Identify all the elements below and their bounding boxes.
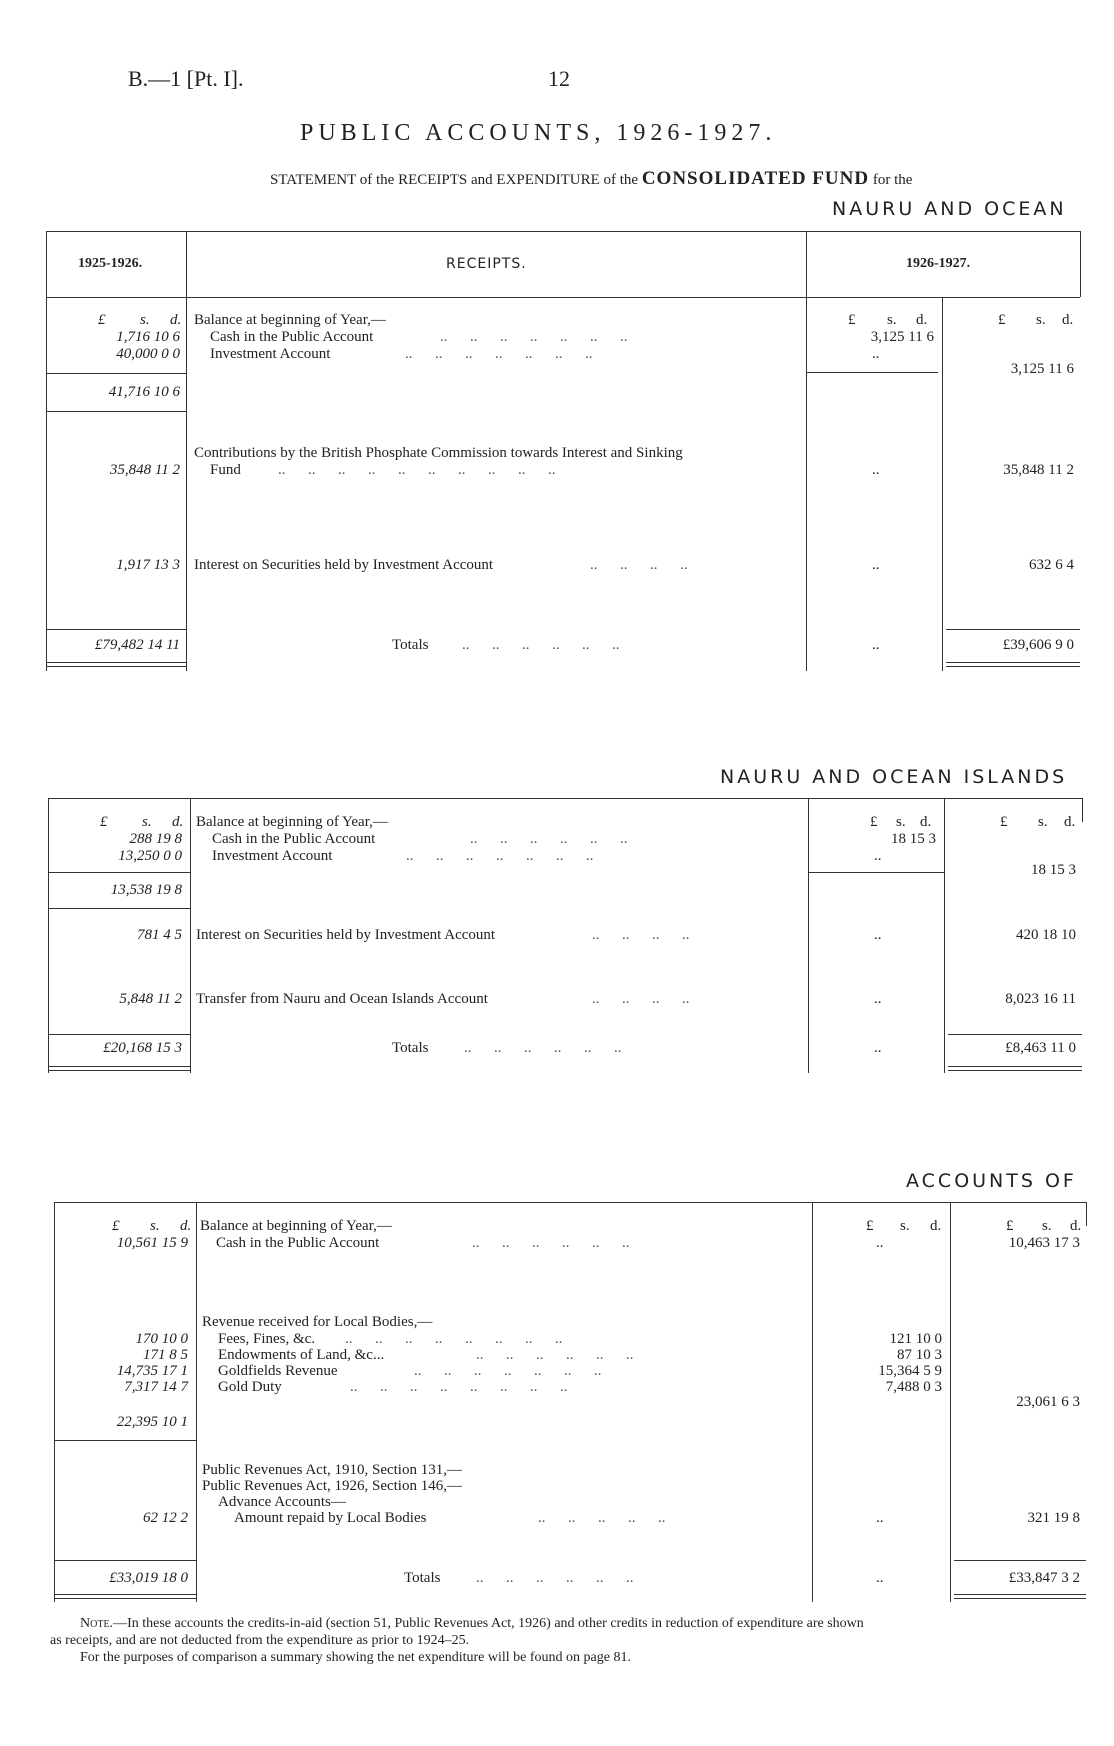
invest-label: Investment Account (210, 346, 331, 362)
leader-dots: .. .. .. .. .. .. .. (414, 1363, 602, 1379)
leader-dots: .. .. .. .. .. .. .. .. (345, 1331, 563, 1347)
cash-mid-value: .. (876, 1235, 884, 1251)
duty-prev-value: 7,317 14 7 (124, 1379, 188, 1395)
page-ref: B.—1 [Pt. I]. (128, 66, 244, 91)
fees-prev-value: 170 10 0 (135, 1331, 188, 1347)
totals-prev-value: £79,482 14 11 (94, 637, 180, 653)
cash-prev-value: 288 19 8 (129, 831, 182, 847)
gold-prev-value: 14,735 17 1 (116, 1363, 188, 1379)
revenue-total-curr: 23,061 6 3 (1016, 1394, 1080, 1410)
invest-mid-value: .. (874, 848, 882, 864)
fees-label: Fees, Fines, &c. (218, 1331, 316, 1347)
leader-dots: .. .. .. .. .. .. .. .. .. .. (278, 462, 556, 478)
lsd-prev-pence: d. (172, 814, 184, 830)
cash-label: Cash in the Public Account (216, 1235, 380, 1251)
transfer-prev-value: 5,848 11 2 (119, 991, 182, 1007)
lsd-prev-pence: d. (180, 1218, 192, 1234)
lsd-prev-shilling: s. (140, 312, 150, 328)
col-header-curr: 1926-1927. (906, 256, 971, 271)
repaid-label: Amount repaid by Local Bodies (234, 1510, 427, 1526)
totals-label: Totals (392, 637, 429, 653)
interest-prev-value: 1,917 13 3 (116, 557, 180, 573)
statement-line (270, 168, 912, 190)
balance-total-curr: 18 15 3 (1031, 862, 1076, 878)
lsd-right-shilling: s. (1042, 1218, 1052, 1234)
revenue-label: Revenue received for Local Bodies,— (202, 1314, 433, 1330)
col-header-prev: 1925-1926. (78, 256, 143, 271)
lsd-right-pence: d. (1064, 814, 1076, 830)
cash-prev-value: 10,561 15 9 (116, 1235, 188, 1251)
balance-label: Balance at beginning of Year,— (196, 814, 388, 830)
lsd-mid-pence: d. (916, 312, 928, 328)
lsd-prev-pound: £ (98, 312, 106, 328)
transfer-label: Transfer from Nauru and Ocean Islands Account (196, 991, 488, 1007)
leader-dots: .. .. .. .. .. .. (462, 637, 620, 653)
totals-mid-value: .. (876, 1570, 884, 1586)
interest-label: Interest on Securities held by Investment Account (196, 927, 496, 943)
lsd-prev-shilling: s. (150, 1218, 160, 1234)
lsd-mid-pound: £ (870, 814, 878, 830)
totals-label: Totals (404, 1570, 441, 1586)
balance-label: Balance at beginning of Year,— (194, 312, 386, 328)
lsd-mid-pence: d. (920, 814, 932, 830)
leader-dots: .. .. .. .. .. .. (476, 1347, 634, 1363)
leader-dots: .. .. .. .. .. .. .. (405, 346, 593, 362)
act1926-label: Public Revenues Act, 1926, Section 146,— (202, 1478, 462, 1494)
footnote-line3: For the purposes of comparison a summary showing the net expenditure will be found on page 81. (80, 1650, 631, 1665)
leader-dots: .. .. .. .. (590, 557, 688, 573)
lsd-right-pence: d. (1062, 312, 1074, 328)
totals-curr-value: £39,606 9 0 (1002, 637, 1074, 653)
section3-heading: ACCOUNTS OF (906, 1170, 1077, 1192)
duty-label: Gold Duty (218, 1379, 282, 1395)
gold-label: Goldfields Revenue (218, 1363, 338, 1379)
leader-dots: .. .. .. .. (592, 927, 690, 943)
cash-label: Cash in the Public Account (212, 831, 376, 847)
leader-dots: .. .. .. .. .. (538, 1510, 666, 1526)
lsd-mid-pound: £ (866, 1218, 874, 1234)
leader-dots: .. .. .. .. .. .. (470, 831, 628, 847)
invest-prev-value: 13,250 0 0 (118, 848, 182, 864)
page-number: 12 (548, 66, 570, 91)
totals-curr-value: £33,847 3 2 (1008, 1570, 1080, 1586)
totals-mid-value: .. (872, 637, 880, 653)
interest-mid-value: .. (872, 557, 880, 573)
lsd-mid-pound: £ (848, 312, 856, 328)
lsd-right-pence: d. (1070, 1218, 1082, 1234)
lsd-right-pound: £ (998, 312, 1006, 328)
lsd-prev-pence: d. (170, 312, 182, 328)
advance-label: Advance Accounts— (218, 1494, 346, 1510)
interest-label: Interest on Securities held by Investment Account (194, 557, 494, 573)
totals-prev-value: £20,168 15 3 (103, 1040, 182, 1056)
fees-mid-value: 121 10 0 (889, 1331, 942, 1347)
lsd-prev-pound: £ (100, 814, 108, 830)
section1-heading: NAURU AND OCEAN (832, 198, 1067, 220)
lsd-right-shilling: s. (1038, 814, 1048, 830)
cash-curr-value: 10,463 17 3 (1008, 1235, 1080, 1251)
totals-curr-value: £8,463 11 0 (1005, 1040, 1076, 1056)
lsd-mid-shilling: s. (900, 1218, 910, 1234)
interest-mid-value: .. (874, 927, 882, 943)
statement-fund: CONSOLIDATED FUND (641, 168, 870, 189)
footnote-line2: as receipts, and are not deducted from the expenditure as prior to 1924–25. (50, 1633, 470, 1648)
repaid-prev-value: 62 12 2 (143, 1510, 188, 1526)
leader-dots: .. .. .. .. .. .. .. .. (350, 1379, 568, 1395)
cash-mid-value: 18 15 3 (891, 831, 936, 847)
footnote-label: Note. (80, 1616, 114, 1631)
leader-dots: .. .. .. .. .. .. .. (440, 329, 628, 345)
act1910-label: Public Revenues Act, 1910, Section 131,— (202, 1462, 462, 1478)
lsd-right-pound: £ (1000, 814, 1008, 830)
leader-dots: .. .. .. .. .. .. (472, 1235, 630, 1251)
contrib-prev-value: 35,848 11 2 (109, 462, 180, 478)
balance-total-prev: 13,538 19 8 (110, 882, 182, 898)
balance-total-curr: 3,125 11 6 (1010, 361, 1074, 377)
transfer-curr-value: 8,023 16 11 (1005, 991, 1076, 1007)
endow-mid-value: 87 10 3 (897, 1347, 942, 1363)
totals-prev-value: £33,019 18 0 (109, 1570, 188, 1586)
cash-prev-value: 1,716 10 6 (116, 329, 180, 345)
cash-label: Cash in the Public Account (210, 329, 374, 345)
section2-heading: NAURU AND OCEAN ISLANDS (720, 766, 1068, 788)
interest-curr-value: 420 18 10 (1016, 927, 1076, 943)
lsd-mid-shilling: s. (887, 312, 897, 328)
endow-prev-value: 171 8 5 (143, 1347, 188, 1363)
totals-mid-value: .. (874, 1040, 882, 1056)
lsd-right-pound: £ (1006, 1218, 1014, 1234)
contrib-mid-value: .. (872, 462, 880, 478)
repaid-curr-value: 321 19 8 (1027, 1510, 1080, 1526)
footnote-line1: —In these accounts the credits-in-aid (section 51, Public Revenues Act, 1926) and other credits in reduction of expenditure are shown (113, 1616, 864, 1631)
balance-total-prev: 41,716 10 6 (108, 384, 180, 400)
interest-prev-value: 781 4 5 (137, 927, 182, 943)
col-header-receipts: RECEIPTS. (446, 256, 527, 272)
revenue-total-prev: 22,395 10 1 (116, 1414, 188, 1430)
interest-curr-value: 632 6 4 (1029, 557, 1074, 573)
lsd-mid-pence: d. (930, 1218, 942, 1234)
gold-mid-value: 15,364 5 9 (878, 1363, 942, 1379)
leader-dots: .. .. .. .. .. .. (476, 1570, 634, 1586)
endow-label: Endowments of Land, &c... (218, 1347, 385, 1363)
contrib-label: Contributions by the British Phosphate Commission towards Interest and Sinking (194, 445, 683, 461)
invest-label: Investment Account (212, 848, 333, 864)
cash-mid-value: 3,125 11 6 (870, 329, 934, 345)
repaid-mid-value: .. (876, 1510, 884, 1526)
lsd-prev-pound: £ (112, 1218, 120, 1234)
duty-mid-value: 7,488 0 3 (885, 1379, 942, 1395)
lsd-right-shilling: s. (1036, 312, 1046, 328)
page-title: PUBLIC ACCOUNTS, 1926-1927. (300, 120, 777, 146)
footnote (80, 1616, 864, 1632)
transfer-mid-value: .. (874, 991, 882, 1007)
totals-label: Totals (392, 1040, 429, 1056)
statement-post: for the (872, 172, 913, 188)
invest-prev-value: 40,000 0 0 (116, 346, 180, 362)
balance-label: Balance at beginning of Year,— (200, 1218, 392, 1234)
lsd-prev-shilling: s. (142, 814, 152, 830)
contrib-curr-value: 35,848 11 2 (1003, 462, 1074, 478)
leader-dots: .. .. .. .. (592, 991, 690, 1007)
leader-dots: .. .. .. .. .. .. .. (406, 848, 594, 864)
leader-dots: .. .. .. .. .. .. (464, 1040, 622, 1056)
statement-pre: STATEMENT of the RECEIPTS and EXPENDITURE of the (270, 172, 639, 188)
contrib-label-cont: Fund (210, 462, 241, 478)
invest-mid-value: .. (872, 346, 880, 362)
lsd-mid-shilling: s. (896, 814, 906, 830)
